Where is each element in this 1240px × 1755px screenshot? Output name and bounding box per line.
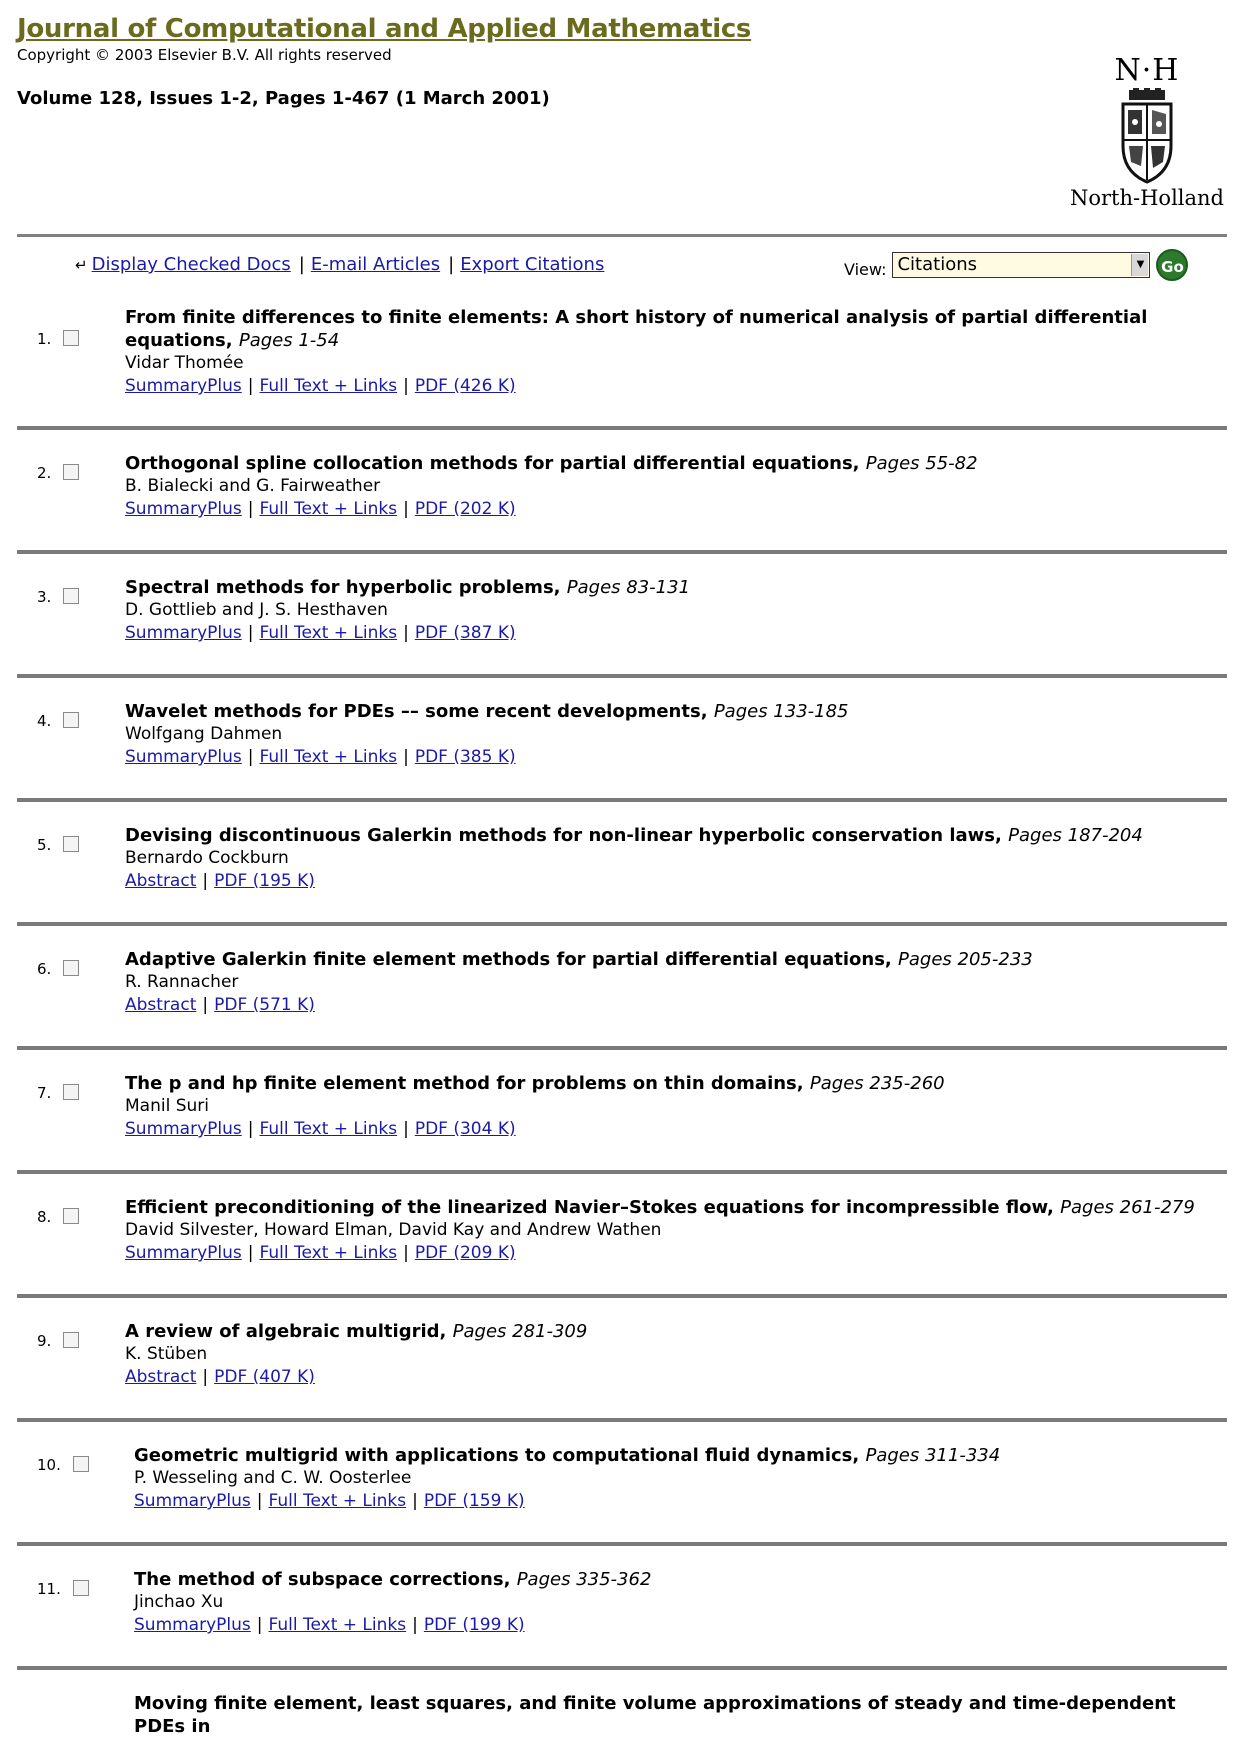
article-authors: P. Wesseling and C. W. Oosterlee (134, 1468, 412, 1488)
article-title (125, 1320, 1195, 1343)
article-pages: Pages 187-204 (1008, 825, 1143, 846)
article-number: 9. (37, 1332, 52, 1350)
article-links (134, 1490, 1194, 1513)
article-title-text: Adaptive Galerkin finite element methods for partial differential equations, (125, 949, 892, 970)
article-checkbox[interactable] (73, 1456, 89, 1472)
article-number: 3. (37, 588, 52, 606)
link-separator: | (403, 499, 409, 519)
link-separator: | (247, 376, 254, 396)
email-articles-link[interactable]: E-mail Articles (310, 254, 441, 275)
article-divider (17, 550, 1227, 554)
view-control (844, 250, 1188, 280)
article-pages: Pages 261-279 (1060, 1197, 1195, 1218)
article-body (125, 948, 1195, 1017)
article-checkbox[interactable] (63, 1332, 79, 1348)
summaryplus-link[interactable]: SummaryPlus (134, 1491, 251, 1511)
article-divider (17, 1666, 1227, 1670)
link-separator: | (247, 747, 254, 767)
link-separator: | (247, 1243, 254, 1263)
link-separator: | (403, 623, 409, 643)
chevron-down-icon[interactable]: ▼ (1131, 254, 1148, 276)
link-separator: | (247, 499, 254, 519)
article-title (125, 306, 1195, 352)
north-holland-logo (1067, 54, 1227, 224)
article-authors: K. Stüben (125, 1344, 208, 1364)
full-text-link[interactable]: Full Text + Links (259, 376, 398, 396)
article-title-text: Wavelet methods for PDEs –– some recent developments, (125, 701, 708, 722)
article-authors: Wolfgang Dahmen (125, 724, 283, 744)
article-authors: Vidar Thomée (125, 353, 244, 373)
article-pages: Pages 311-334 (865, 1445, 1001, 1466)
article-title-text: A review of algebraic multigrid, (125, 1321, 447, 1342)
volume-heading: Volume 128, Issues 1-2, Pages 1-467 (1 March 2001) (17, 88, 550, 109)
link-separator: | (403, 1243, 409, 1263)
article-pages: Pages 55-82 (865, 453, 978, 474)
article-body (125, 1072, 1195, 1141)
pdf-link[interactable]: PDF (426 K) (414, 376, 516, 396)
summaryplus-link[interactable]: SummaryPlus (125, 376, 242, 396)
article-checkbox[interactable] (63, 1208, 79, 1224)
link-separator: | (202, 871, 209, 891)
article-title (125, 700, 1195, 723)
view-select[interactable] (892, 252, 1150, 278)
article-body (125, 1196, 1195, 1265)
abstract-link[interactable]: Abstract (125, 871, 197, 891)
full-text-link[interactable]: Full Text + Links (268, 1491, 407, 1511)
display-checked-docs-link[interactable]: Display Checked Docs (91, 254, 291, 275)
article-title-text: Geometric multigrid with applications to computational fluid dynamics, (134, 1445, 860, 1466)
article-number: 11. (37, 1580, 61, 1598)
view-label: View: (844, 259, 887, 279)
article-links (125, 870, 1195, 893)
pdf-link[interactable]: PDF (195 K) (214, 871, 315, 891)
article-divider (17, 798, 1227, 802)
article-authors: David Silvester, Howard Elman, David Kay and Andrew Wathen (125, 1220, 662, 1240)
article-authors: B. Bialecki and G. Fairweather (125, 476, 381, 496)
article-checkbox[interactable] (63, 464, 79, 480)
article-body (125, 576, 1195, 645)
article-number: 10. (37, 1456, 61, 1474)
full-text-link[interactable]: Full Text + Links (268, 1615, 407, 1635)
article-authors: Manil Suri (125, 1096, 209, 1116)
go-button[interactable]: Go (1156, 249, 1188, 281)
pdf-link[interactable]: PDF (407 K) (214, 1367, 315, 1387)
article-links (125, 1242, 1195, 1265)
link-separator: | (403, 1119, 409, 1139)
pdf-link[interactable]: PDF (385 K) (414, 747, 516, 767)
article-title (125, 1072, 1195, 1095)
article-number: 1. (37, 330, 52, 348)
article-title-text: The method of subspace corrections, (134, 1569, 511, 1590)
article-checkbox[interactable] (73, 1580, 89, 1596)
article-authors: D. Gottlieb and J. S. Hesthaven (125, 600, 388, 620)
article-body (134, 1692, 1194, 1738)
toolbar-actions (75, 254, 604, 275)
article-checkbox[interactable] (63, 836, 79, 852)
article-number: 2. (37, 464, 52, 482)
article-links (134, 1614, 1194, 1637)
summaryplus-link[interactable]: SummaryPlus (125, 1243, 242, 1263)
link-separator: | (412, 1615, 418, 1635)
article-title (125, 1196, 1195, 1219)
article-links (125, 375, 1195, 398)
results-toolbar (17, 250, 1227, 286)
article-pages: Pages 83-131 (566, 577, 691, 598)
article-title (134, 1444, 1194, 1467)
article-title (125, 452, 1195, 475)
article-pages: Pages 205-233 (898, 949, 1033, 970)
link-separator: | (256, 1491, 263, 1511)
link-separator: | (403, 376, 409, 396)
article-title-text: Efficient preconditioning of the linearized Navier–Stokes equations for incompressible flow, (125, 1197, 1054, 1218)
article-title-text: Orthogonal spline collocation methods for partial differential equations, (125, 453, 860, 474)
pdf-link[interactable]: PDF (209 K) (414, 1243, 516, 1263)
article-divider (17, 1542, 1227, 1546)
article-pages: Pages 133-185 (713, 701, 849, 722)
article-divider (17, 1046, 1227, 1050)
article-checkbox[interactable] (63, 712, 79, 728)
article-divider (17, 1418, 1227, 1422)
summaryplus-link[interactable]: SummaryPlus (125, 1119, 242, 1139)
link-separator: | (256, 1615, 263, 1635)
toolbar-separator: | (298, 254, 305, 275)
article-checkbox[interactable] (63, 330, 79, 346)
article-title (134, 1568, 1194, 1591)
view-select-value: Citations (897, 254, 977, 275)
article-title-text: Spectral methods for hyperbolic problems, (125, 577, 561, 598)
logo-initials: N·H (1114, 53, 1180, 88)
header-divider (17, 234, 1227, 237)
pdf-link[interactable]: PDF (304 K) (414, 1119, 516, 1139)
article-links (125, 622, 1195, 645)
article-number: 8. (37, 1208, 52, 1226)
copyright-notice: Copyright © 2003 Elsevier B.V. All rights reserved (17, 46, 392, 64)
journal-header (17, 14, 1227, 214)
link-separator: | (403, 747, 409, 767)
pdf-link[interactable]: PDF (571 K) (214, 995, 315, 1015)
summaryplus-link[interactable]: SummaryPlus (134, 1615, 251, 1635)
link-separator: | (202, 995, 209, 1015)
article-body (125, 306, 1195, 398)
summaryplus-link[interactable]: SummaryPlus (125, 747, 242, 767)
article-authors: Jinchao Xu (134, 1592, 224, 1612)
article-divider (17, 1170, 1227, 1174)
article-body (134, 1444, 1194, 1513)
article-divider (17, 1294, 1227, 1298)
summaryplus-link[interactable]: SummaryPlus (125, 623, 242, 643)
article-links (125, 746, 1195, 769)
article-links (125, 1366, 1195, 1389)
logo-publisher-name: North-Holland (1070, 186, 1224, 210)
article-divider (17, 674, 1227, 678)
link-separator: | (247, 1119, 254, 1139)
article-authors: Bernardo Cockburn (125, 848, 289, 868)
full-text-link[interactable]: Full Text + Links (259, 747, 398, 767)
article-title (134, 1692, 1194, 1738)
article-body (125, 452, 1195, 521)
article-checkbox[interactable] (63, 588, 79, 604)
journal-title-link[interactable]: Journal of Computational and Applied Mathematics (17, 14, 752, 44)
pdf-link[interactable]: PDF (159 K) (423, 1491, 525, 1511)
full-text-link[interactable]: Full Text + Links (259, 1119, 398, 1139)
article-number: 6. (37, 960, 52, 978)
article-pages: Pages 235-260 (809, 1073, 945, 1094)
article-pages: Pages 335-362 (516, 1569, 652, 1590)
full-text-link[interactable]: Full Text + Links (259, 623, 398, 643)
article-divider (17, 426, 1227, 430)
pdf-link[interactable]: PDF (202 K) (414, 499, 516, 519)
article-body (125, 700, 1195, 769)
article-title-text: The p and hp finite element method for problems on thin domains, (125, 1073, 804, 1094)
article-links (125, 994, 1195, 1017)
abstract-link[interactable]: Abstract (125, 1367, 197, 1387)
full-text-link[interactable]: Full Text + Links (259, 499, 398, 519)
article-body (134, 1568, 1194, 1637)
full-text-link[interactable]: Full Text + Links (259, 1243, 398, 1263)
article-checkbox[interactable] (63, 1084, 79, 1100)
article-body (125, 1320, 1195, 1389)
article-title-text: Devising discontinuous Galerkin methods for non-linear hyperbolic conservation laws, (125, 825, 1002, 846)
article-links (125, 498, 1195, 521)
article-title (125, 824, 1195, 847)
article-title-text: Moving finite element, least squares, and finite volume approximations of steady and time-dependent PDEs in (134, 1693, 1176, 1737)
article-number: 7. (37, 1084, 52, 1102)
article-authors: R. Rannacher (125, 972, 239, 992)
article-checkbox[interactable] (63, 960, 79, 976)
article-pages: Pages 281-309 (452, 1321, 588, 1342)
article-number: 5. (37, 836, 52, 854)
abstract-link[interactable]: Abstract (125, 995, 197, 1015)
link-separator: | (247, 623, 254, 643)
coat-of-arms-icon (1115, 88, 1179, 184)
toolbar-separator: | (448, 254, 455, 275)
article-pages: Pages 1-54 (238, 330, 340, 351)
return-arrow-icon: ↵ (75, 256, 88, 274)
article-links (125, 1118, 1195, 1141)
article-divider (17, 922, 1227, 926)
article-body (125, 824, 1195, 893)
link-separator: | (202, 1367, 209, 1387)
article-title (125, 948, 1195, 971)
pdf-link[interactable]: PDF (387 K) (414, 623, 516, 643)
pdf-link[interactable]: PDF (199 K) (423, 1615, 525, 1635)
link-separator: | (412, 1491, 418, 1511)
export-citations-link[interactable]: Export Citations (460, 254, 605, 275)
summaryplus-link[interactable]: SummaryPlus (125, 499, 242, 519)
article-title-text: From finite differences to finite elements: A short history of numerical analysis of partial differential equations, (125, 307, 1148, 351)
article-number: 4. (37, 712, 52, 730)
article-title (125, 576, 1195, 599)
